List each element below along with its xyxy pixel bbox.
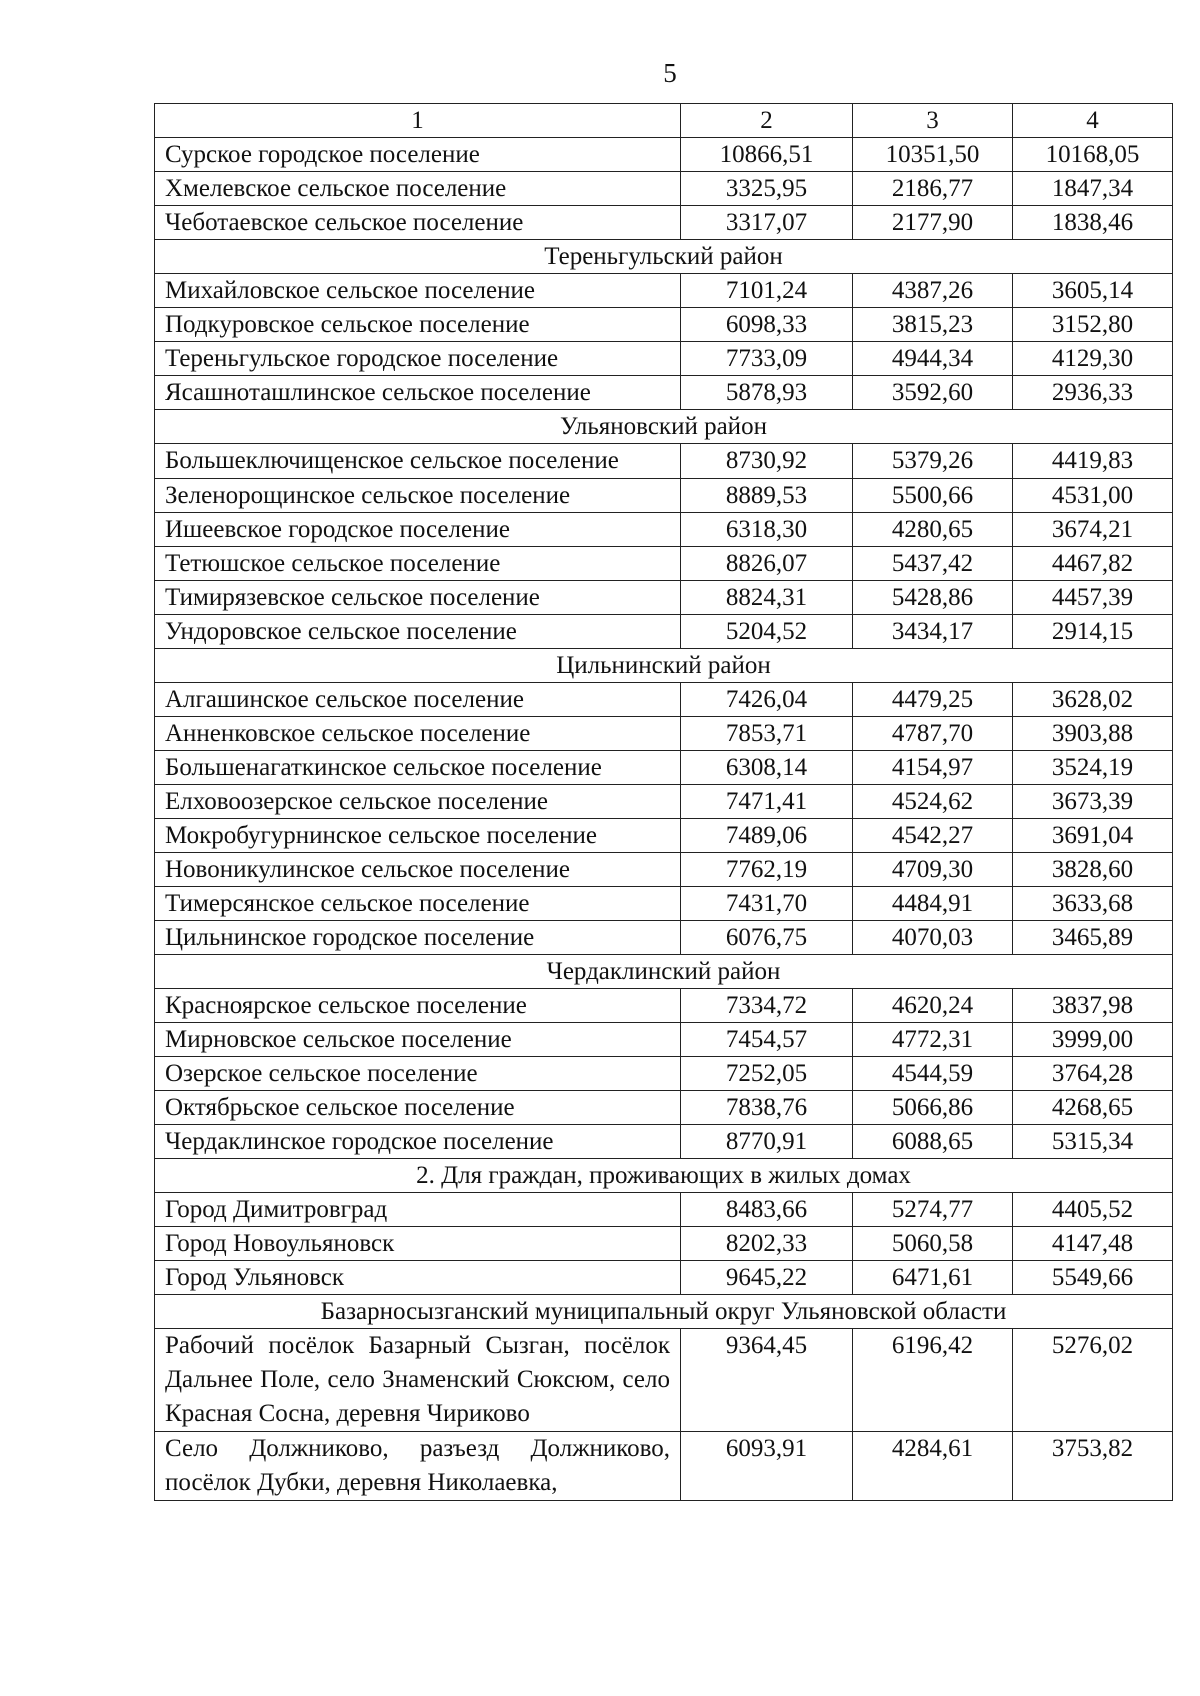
table-row <box>155 887 1173 921</box>
settlement-name: Тимерсянское сельское поселение <box>155 887 681 921</box>
value-column-2: 8826,07 <box>681 547 853 581</box>
value-column-2: 7334,72 <box>681 989 853 1023</box>
value-column-3: 4484,91 <box>853 887 1013 921</box>
value-column-4: 3628,02 <box>1013 683 1173 717</box>
column-header-2: 2 <box>681 104 853 138</box>
table-row <box>155 1432 1173 1501</box>
table-row <box>155 853 1173 887</box>
settlement-name: Мирновское сельское поселение <box>155 1023 681 1057</box>
table-header-row <box>155 104 1173 138</box>
table-row <box>155 376 1173 410</box>
value-column-3: 4772,31 <box>853 1023 1013 1057</box>
value-column-4: 3999,00 <box>1013 1023 1173 1057</box>
value-column-3: 4944,34 <box>853 342 1013 376</box>
section-title: 2. Для граждан, проживающих в жилых домах <box>155 1159 1173 1193</box>
value-column-3: 3592,60 <box>853 376 1013 410</box>
value-column-4: 3837,98 <box>1013 989 1173 1023</box>
value-column-4: 5276,02 <box>1013 1329 1173 1432</box>
table-row <box>155 206 1173 240</box>
table-row <box>155 1057 1173 1091</box>
value-column-4: 3152,80 <box>1013 308 1173 342</box>
settlement-name: Город Димитровград <box>155 1193 681 1227</box>
value-column-2: 7838,76 <box>681 1091 853 1125</box>
settlement-name: Михайловское сельское поселение <box>155 274 681 308</box>
table-row <box>155 819 1173 853</box>
value-column-3: 5437,42 <box>853 547 1013 581</box>
section-row <box>155 410 1173 444</box>
value-column-4: 4147,48 <box>1013 1227 1173 1261</box>
value-column-2: 3325,95 <box>681 172 853 206</box>
value-column-4: 4467,82 <box>1013 547 1173 581</box>
value-column-4: 4268,65 <box>1013 1091 1173 1125</box>
column-header-1: 1 <box>155 104 681 138</box>
settlement-name: Цильнинское городское поселение <box>155 921 681 955</box>
table-row <box>155 1091 1173 1125</box>
table-row <box>155 513 1173 547</box>
section-row <box>155 240 1173 274</box>
value-column-3: 4620,24 <box>853 989 1013 1023</box>
value-column-3: 4070,03 <box>853 921 1013 955</box>
column-header-3: 3 <box>853 104 1013 138</box>
value-column-4: 3633,68 <box>1013 887 1173 921</box>
table-row <box>155 751 1173 785</box>
settlement-name: Хмелевское сельское поселение <box>155 172 681 206</box>
table-row <box>155 274 1173 308</box>
table-row <box>155 1193 1173 1227</box>
value-column-3: 10351,50 <box>853 138 1013 172</box>
value-column-3: 4787,70 <box>853 717 1013 751</box>
settlement-name: Сурское городское поселение <box>155 138 681 172</box>
value-column-3: 4544,59 <box>853 1057 1013 1091</box>
value-column-2: 8483,66 <box>681 1193 853 1227</box>
section-title: Чердаклинский район <box>155 955 1173 989</box>
value-column-3: 4280,65 <box>853 513 1013 547</box>
value-column-3: 6196,42 <box>853 1329 1013 1432</box>
value-column-3: 5379,26 <box>853 444 1013 479</box>
value-column-2: 6318,30 <box>681 513 853 547</box>
value-column-2: 6098,33 <box>681 308 853 342</box>
value-column-3: 2177,90 <box>853 206 1013 240</box>
settlement-name: Чердаклинское городское поселение <box>155 1125 681 1159</box>
table-row <box>155 1023 1173 1057</box>
value-column-2: 7101,24 <box>681 274 853 308</box>
value-column-4: 3524,19 <box>1013 751 1173 785</box>
section-title: Ульяновский район <box>155 410 1173 444</box>
value-column-3: 4284,61 <box>853 1432 1013 1501</box>
value-column-4: 2936,33 <box>1013 376 1173 410</box>
value-column-4: 10168,05 <box>1013 138 1173 172</box>
value-column-2: 7252,05 <box>681 1057 853 1091</box>
value-column-2: 9364,45 <box>681 1329 853 1432</box>
value-column-3: 4524,62 <box>853 785 1013 819</box>
settlement-name: Большенагаткинское сельское поселение <box>155 751 681 785</box>
table-row <box>155 1261 1173 1295</box>
value-column-3: 5060,58 <box>853 1227 1013 1261</box>
value-column-4: 3903,88 <box>1013 717 1173 751</box>
value-column-2: 10866,51 <box>681 138 853 172</box>
settlement-name: Ишеевское городское поселение <box>155 513 681 547</box>
value-column-3: 6088,65 <box>853 1125 1013 1159</box>
section-row <box>155 1295 1173 1329</box>
section-title: Базарносызганский муниципальный округ Ульяновской области <box>155 1295 1173 1329</box>
value-column-2: 3317,07 <box>681 206 853 240</box>
value-column-3: 3815,23 <box>853 308 1013 342</box>
value-column-4: 4531,00 <box>1013 479 1173 513</box>
value-column-3: 5274,77 <box>853 1193 1013 1227</box>
settlement-name: Тимирязевское сельское поселение <box>155 581 681 615</box>
value-column-2: 6308,14 <box>681 751 853 785</box>
section-title: Тереньгульский район <box>155 240 1173 274</box>
value-column-3: 2186,77 <box>853 172 1013 206</box>
tariff-table <box>154 103 1173 1501</box>
value-column-4: 2914,15 <box>1013 615 1173 649</box>
settlement-name: Ясашноташлинское сельское поселение <box>155 376 681 410</box>
settlement-name: Тетюшское сельское поселение <box>155 547 681 581</box>
table-row <box>155 581 1173 615</box>
value-column-2: 7762,19 <box>681 853 853 887</box>
settlement-name: Город Новоульяновск <box>155 1227 681 1261</box>
settlement-name: Красноярское сельское поселение <box>155 989 681 1023</box>
settlement-name: Алгашинское сельское поселение <box>155 683 681 717</box>
value-column-2: 6093,91 <box>681 1432 853 1501</box>
value-column-4: 3753,82 <box>1013 1432 1173 1501</box>
table-row <box>155 1329 1173 1432</box>
settlement-name: Рабочий посёлок Базарный Сызган, посёлок Дальнее Поле, село Знаменский Сюксюм, село Красная Сосна, деревня Чириково <box>155 1329 681 1432</box>
value-column-4: 3691,04 <box>1013 819 1173 853</box>
table-row <box>155 615 1173 649</box>
settlement-name: Октябрьское сельское поселение <box>155 1091 681 1125</box>
value-column-4: 3673,39 <box>1013 785 1173 819</box>
value-column-2: 8889,53 <box>681 479 853 513</box>
settlement-name: Новоникулинское сельское поселение <box>155 853 681 887</box>
value-column-4: 3605,14 <box>1013 274 1173 308</box>
value-column-4: 3764,28 <box>1013 1057 1173 1091</box>
value-column-2: 8730,92 <box>681 444 853 479</box>
value-column-3: 4709,30 <box>853 853 1013 887</box>
settlement-name: Село Должниково, разъезд Должниково, посёлок Дубки, деревня Николаевка, <box>155 1432 681 1501</box>
value-column-4: 4129,30 <box>1013 342 1173 376</box>
value-column-3: 4154,97 <box>853 751 1013 785</box>
settlement-name: Зеленорощинское сельское поселение <box>155 479 681 513</box>
table-row <box>155 172 1173 206</box>
value-column-3: 5428,86 <box>853 581 1013 615</box>
settlement-name: Озерское сельское поселение <box>155 1057 681 1091</box>
settlement-name: Большеключищенское сельское поселение <box>155 444 681 479</box>
value-column-4: 3828,60 <box>1013 853 1173 887</box>
section-row <box>155 1159 1173 1193</box>
value-column-2: 7471,41 <box>681 785 853 819</box>
table-row <box>155 444 1173 479</box>
value-column-4: 3465,89 <box>1013 921 1173 955</box>
value-column-4: 4457,39 <box>1013 581 1173 615</box>
table-row <box>155 1125 1173 1159</box>
settlement-name: Тереньгульское городское поселение <box>155 342 681 376</box>
value-column-2: 7454,57 <box>681 1023 853 1057</box>
value-column-4: 5549,66 <box>1013 1261 1173 1295</box>
table-row <box>155 342 1173 376</box>
value-column-2: 8770,91 <box>681 1125 853 1159</box>
value-column-4: 4405,52 <box>1013 1193 1173 1227</box>
table-row <box>155 785 1173 819</box>
value-column-2: 5878,93 <box>681 376 853 410</box>
table-row <box>155 989 1173 1023</box>
value-column-4: 1847,34 <box>1013 172 1173 206</box>
settlement-name: Елховоозерское сельское поселение <box>155 785 681 819</box>
section-row <box>155 649 1173 683</box>
table-row <box>155 921 1173 955</box>
table-row <box>155 717 1173 751</box>
column-header-4: 4 <box>1013 104 1173 138</box>
settlement-name: Ундоровское сельское поселение <box>155 615 681 649</box>
value-column-2: 7426,04 <box>681 683 853 717</box>
section-title: Цильнинский район <box>155 649 1173 683</box>
table-row <box>155 1227 1173 1261</box>
settlement-name: Анненковское сельское поселение <box>155 717 681 751</box>
value-column-4: 5315,34 <box>1013 1125 1173 1159</box>
settlement-name: Город Ульяновск <box>155 1261 681 1295</box>
value-column-2: 5204,52 <box>681 615 853 649</box>
table-row <box>155 683 1173 717</box>
value-column-2: 7431,70 <box>681 887 853 921</box>
value-column-2: 7853,71 <box>681 717 853 751</box>
table-row <box>155 308 1173 342</box>
settlement-name: Мокробугурнинское сельское поселение <box>155 819 681 853</box>
value-column-4: 4419,83 <box>1013 444 1173 479</box>
value-column-4: 1838,46 <box>1013 206 1173 240</box>
value-column-2: 7733,09 <box>681 342 853 376</box>
value-column-4: 3674,21 <box>1013 513 1173 547</box>
section-row <box>155 955 1173 989</box>
value-column-2: 9645,22 <box>681 1261 853 1295</box>
value-column-2: 7489,06 <box>681 819 853 853</box>
table-row <box>155 138 1173 172</box>
settlement-name: Подкуровское сельское поселение <box>155 308 681 342</box>
value-column-3: 6471,61 <box>853 1261 1013 1295</box>
table-row <box>155 547 1173 581</box>
page-number: 5 <box>663 58 677 88</box>
settlement-name: Чеботаевское сельское поселение <box>155 206 681 240</box>
value-column-3: 4479,25 <box>853 683 1013 717</box>
value-column-2: 6076,75 <box>681 921 853 955</box>
value-column-3: 4387,26 <box>853 274 1013 308</box>
value-column-3: 3434,17 <box>853 615 1013 649</box>
value-column-3: 5066,86 <box>853 1091 1013 1125</box>
table-row <box>155 479 1173 513</box>
value-column-2: 8824,31 <box>681 581 853 615</box>
value-column-3: 5500,66 <box>853 479 1013 513</box>
value-column-2: 8202,33 <box>681 1227 853 1261</box>
value-column-3: 4542,27 <box>853 819 1013 853</box>
